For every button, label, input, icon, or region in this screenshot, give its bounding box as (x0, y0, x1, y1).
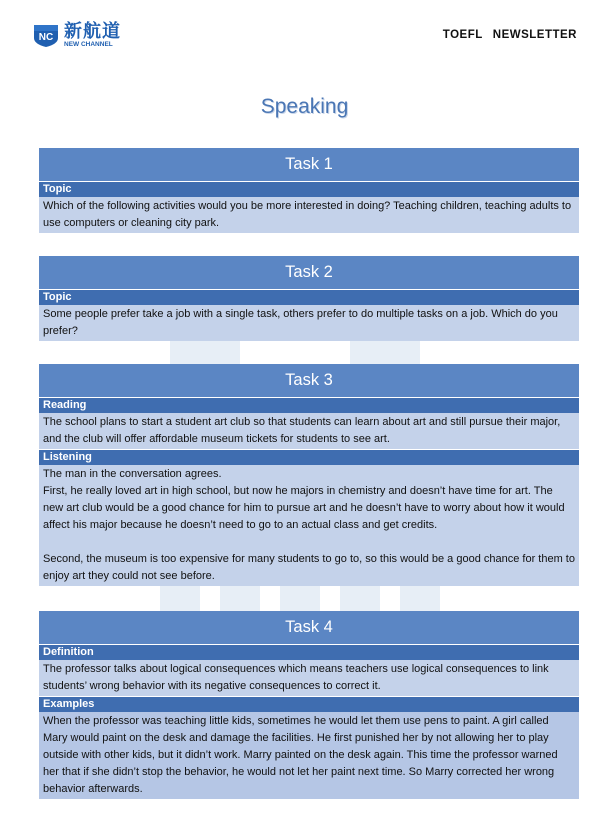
task-4-definition-label: Definition (39, 644, 579, 660)
task-2-header: Task 2 (39, 256, 579, 289)
page-title: Speaking (260, 95, 349, 118)
svg-text:NC: NC (38, 32, 54, 44)
task-3-listening-label: Listening (39, 449, 579, 465)
newsletter-title: TOEFL NEWSLETTER (442, 29, 577, 41)
task-2-topic-label: Topic (39, 289, 579, 305)
task-4-examples-label: Examples (39, 696, 579, 712)
task-3-block (39, 364, 579, 586)
task-2-block (39, 256, 579, 341)
task-4-block (39, 611, 579, 799)
task-4-definition-text: The professor talks about logical consequences which means teachers use logical consequences to link students’ wrong behavior with its negative consequences to correct it. (43, 663, 549, 692)
task-2-topic-text: Some people prefer take a job with a single task, others prefer to do multiple tasks on a job. Which do you prefer? (43, 308, 558, 337)
task-3-listening-second: Second, the museum is too expensive for many students to go to, so this would be a good chance for them to enjoy art they could not see before. (43, 553, 575, 582)
task-4-header: Task 4 (39, 611, 579, 644)
nc-logo-icon (32, 22, 60, 48)
task-3-reading-label: Reading (39, 397, 579, 413)
task-3-listening-first: First, he really loved art in high school, but now he majors in chemistry and doesn’t have time for art. The new art club would be a good chance for him to pursue art and he doesn’t have to worry about how it would affect his major because he doesn’t need to go to an actual class and get credits. (43, 485, 565, 531)
task-1-topic-label: Topic (39, 181, 579, 197)
task-4-examples-text: When the professor was teaching little kids, sometimes he would let them use pens to paint. A girl called Mary would paint on the desk and damage the facilities. He first punished her by not allowing her to play outside with other kids, but it didn’t work. Marry painted on the desk again. This time the professor warned her that if she didn’t stop the behavior, he would not let her paint next time. So Marry corrected her wrong behavior afterwards. (43, 715, 558, 795)
brand-name-en: NEW CHANNEL (64, 41, 113, 48)
task-1-topic-text: Which of the following activities would you be more interested in doing? Teaching children, teaching adults to use computers or cleaning city park. (43, 200, 572, 229)
task-3-listening-intro: The man in the conversation agrees. (43, 468, 222, 480)
task-3-reading-text: The school plans to start a student art club so that students can learn about art and still pursue their major, and the club will offer affordable museum tickets for students to see art. (43, 416, 561, 445)
task-1-block (39, 148, 579, 233)
task-1-header: Task 1 (39, 148, 579, 181)
brand-name-cn: 新航道 (64, 21, 121, 41)
brand-logo (32, 22, 121, 49)
task-3-header: Task 3 (39, 364, 579, 397)
